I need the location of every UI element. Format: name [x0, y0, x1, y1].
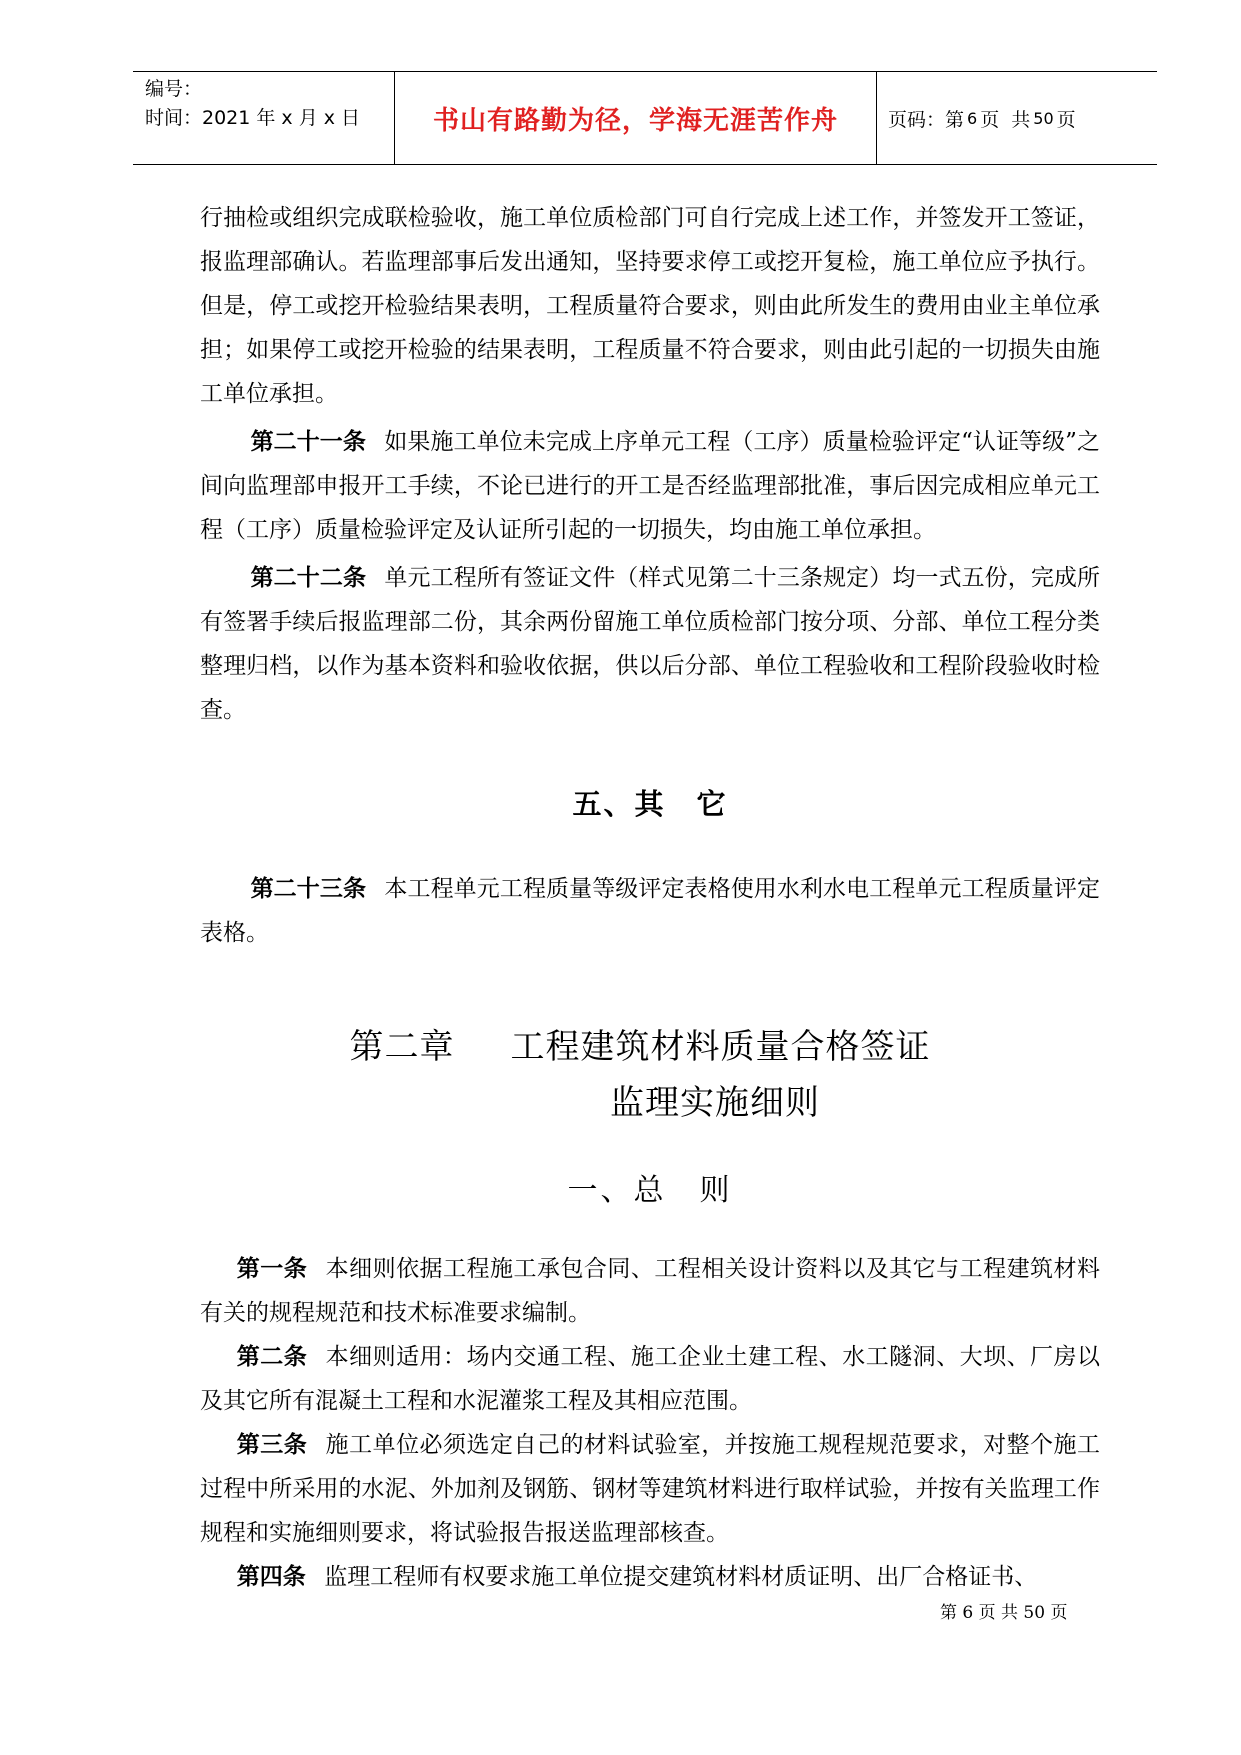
article-4	[200, 1555, 1100, 1599]
article-1	[200, 1247, 1100, 1335]
chapter-title-line-1	[200, 1019, 1100, 1075]
header-page-number	[888, 72, 1076, 164]
page-prefix: 页码：第	[888, 108, 965, 131]
page-middle: 页 共	[980, 108, 1031, 131]
article-3-text: 施工单位必须选定自己的材料试验室，并按施工规程规范要求，对整个施工过程中所采用的水泥、外加剂及钢筋、钢材等建筑材料进行取样试验，并按有关监理工作规程和实施细则要求，将试验报告报送监理部核查。	[200, 1432, 1101, 1546]
article-2-title: 第二条	[236, 1344, 308, 1370]
article-22-text: 单元工程所有签证文件（样式见第二十三条规定）均一式五份，完成所有签署手续后报监理部二份，其余两份留施工单位质检部门按分项、分部、单位工程分类整理归档，以作为基本资料和验收依据，供以后分部、单位工程验收和工程阶段验收时检查。	[200, 565, 1101, 723]
document-time: 时间：2021 年 x 月 x 日	[145, 107, 361, 129]
article-23-text: 本工程单元工程质量等级评定表格使用水利水电工程单元工程质量评定表格。	[200, 876, 1101, 946]
article-3	[200, 1423, 1100, 1555]
article-22-title: 第二十二条	[250, 565, 367, 591]
article-4-title: 第四条	[236, 1564, 306, 1590]
article-2	[200, 1335, 1100, 1423]
section-one-heading: 一、总 则	[567, 1173, 733, 1208]
article-21-text: 如果施工单位未完成上序单元工程（工序）质量检验评定“认证等级”之间向监理部申报开工手续，不论已进行的开工是否经监理部批准，事后因完成相应单元工程（工序）质量检验评定及认证所引起的一切损失，均由施工单位承担。	[200, 429, 1100, 543]
document-body	[200, 196, 1100, 1599]
article-23-title: 第二十三条	[250, 876, 367, 902]
header-motto: 书山有路勤为径，学海无涯苦作舟	[394, 72, 877, 164]
article-2-text: 本细则适用：场内交通工程、施工企业土建工程、水工隧洞、大坝、厂房以及其它所有混凝土工程和水泥灌浆工程及其相应范围。	[200, 1344, 1101, 1414]
article-4-text: 监理工程师有权要求施工单位提交建筑材料材质证明、出厂合格证书、	[324, 1564, 1038, 1590]
paragraph-continuation: 行抽检或组织完成联检验收，施工单位质检部门可自行完成上述工作，并签发开工签证，报监理部确认。若监理部事后发出通知，坚持要求停工或挖开复检，施工单位应予执行。但是，停工或挖开检验结果表明，工程质量符合要求，则由此所发生的费用由业主单位承担；如果停工或挖开检验的结果表明，工程质量不符合要求，则由此引起的一切损失由施工单位承担。	[200, 205, 1100, 407]
header-info	[145, 75, 395, 133]
chapter-title-main: 工程建筑材料质量合格签证	[510, 1027, 931, 1067]
article-21	[200, 420, 1100, 552]
page-suffix: 页	[1056, 108, 1076, 131]
chapter-label: 第二章	[349, 1027, 455, 1067]
article-1-text: 本细则依据工程施工承包合同、工程相关设计资料以及其它与工程建筑材料有关的规程规范和技术标准要求编制。	[200, 1256, 1101, 1326]
article-22	[200, 556, 1100, 732]
page-current: 6	[967, 108, 978, 128]
section-five-heading: 五、其 它	[572, 787, 728, 821]
page-total: 50	[1033, 108, 1054, 128]
article-3-title: 第三条	[236, 1432, 308, 1458]
article-23	[200, 867, 1100, 955]
chapter-title-line-2: 监理实施细则	[610, 1083, 820, 1123]
chapter-heading	[200, 1019, 1100, 1131]
page-header	[133, 71, 1157, 165]
document-code-label: 编号：	[145, 78, 203, 100]
article-21-title: 第二十一条	[250, 429, 366, 455]
page-footer: 第 6 页 共 50 页	[940, 1603, 1068, 1623]
article-1-title: 第一条	[236, 1256, 308, 1282]
